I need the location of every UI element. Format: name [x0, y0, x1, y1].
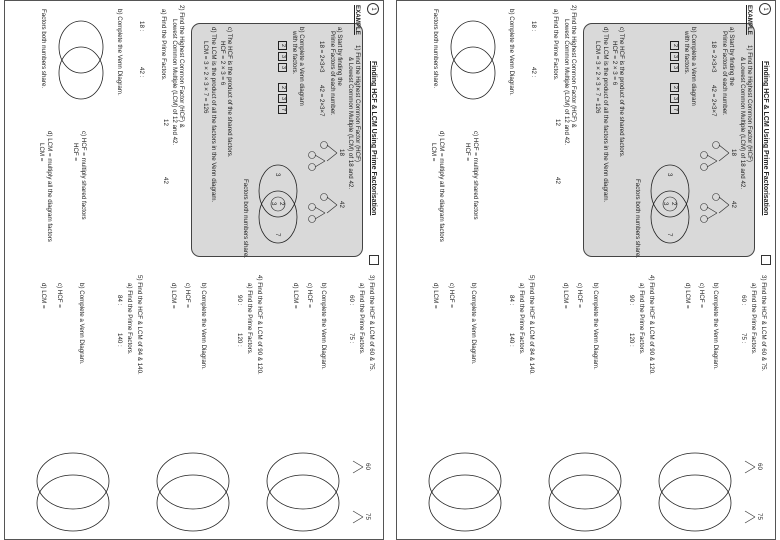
q4-b-label: b) Complete the Venn Diagram.	[200, 283, 207, 370]
grid-icon	[369, 255, 379, 265]
example-step-b1: b) Complete a Venn diagram	[690, 27, 697, 106]
q2-n1-colon: 18 :	[530, 21, 537, 32]
venn-center-top-value: 2	[670, 202, 677, 206]
example-intro-line1: 1) Find the Highest Common Factor (HCF)	[746, 45, 753, 162]
example-step-d1: d) The LCM is the product of all the factors in the Venn diagram.	[210, 27, 217, 203]
q4-c-label: c) HCF =	[184, 283, 191, 308]
example-boxes-18	[670, 41, 679, 74]
q2-share-note: Factors both numbers share.	[432, 9, 439, 89]
example-intro-line2: & Lowest Common Multiple (LCM) of 18 and 42.	[739, 57, 746, 190]
q2-line2: Lowest Common Multiple (LCM) of 12 and 42.	[563, 19, 570, 146]
q2-n1: 12	[554, 119, 561, 126]
q5-venn-diagram	[425, 441, 505, 537]
q2-c-value: HCF =	[72, 143, 79, 162]
q5-n2: 140 :	[116, 333, 123, 347]
worksheet-column-2	[396, 271, 775, 539]
worksheet-column-2	[4, 271, 383, 539]
q2-line2: Lowest Common Multiple (LCM) of 12 and 42.	[171, 19, 178, 146]
venn-left-value: 3	[666, 173, 673, 177]
q2-n2-colon: 42 :	[138, 67, 145, 78]
q3-c-label: c) HCF =	[698, 283, 705, 308]
q5-c-label: c) HCF =	[56, 283, 63, 308]
q3-n2: 75 :	[348, 333, 355, 344]
q3-d-label: d) LCM =	[684, 283, 691, 309]
page-number-badge: 1	[367, 3, 379, 15]
prime-box: 7	[670, 105, 679, 114]
example-tree-42: 42	[730, 201, 737, 208]
q4-b-label: b) Complete the Venn Diagram.	[592, 283, 599, 370]
q2-share-note: Factors both numbers share.	[40, 9, 47, 89]
worksheet-page-left	[4, 0, 384, 540]
example-fact-18: 18 = 2×3×3	[318, 41, 325, 73]
prime-box: 2	[670, 83, 679, 92]
q3-tree-60: 60	[364, 463, 371, 470]
q5-c-label: c) HCF =	[448, 283, 455, 308]
example-tree-18: 18	[338, 149, 345, 156]
example-intro-line2: & Lowest Common Multiple (LCM) of 18 and 42.	[347, 57, 354, 190]
example-step-d1: d) The LCM is the product of all the factors in the Venn diagram.	[602, 27, 609, 203]
venn-left-value: 3	[274, 173, 281, 177]
example-tree-18: 18	[730, 149, 737, 156]
q4-n1: 90 :	[628, 295, 635, 306]
q4-line1: 4) Find the HCF & LCM of 90 & 120.	[648, 275, 655, 375]
venn-right-value: 7	[666, 233, 673, 237]
q3-c-label: c) HCF =	[306, 283, 313, 308]
venn-center-bottom-value: 3	[662, 202, 669, 206]
venn-right-value: 7	[274, 233, 281, 237]
q2-d-value: LCM =	[430, 143, 437, 162]
q4-a-label: a) Find the Prime Factors.	[638, 283, 645, 355]
q5-a-label: a) Find the Prime Factors.	[126, 283, 133, 355]
q5-n1: 84 :	[116, 295, 123, 306]
q2-n2: 42	[162, 177, 169, 184]
prime-box: 3	[278, 52, 287, 61]
q2-c-value: HCF =	[464, 143, 471, 162]
q3-b-label: b) Complete the Venn Diagram.	[320, 283, 327, 370]
q2-line1: 2) Find the Highest Common Factor (HCF) &	[178, 5, 185, 128]
q3-n2: 75 :	[740, 333, 747, 344]
q3-a-label: a) Find the Prime Factors.	[750, 283, 757, 355]
example-boxes-42	[670, 83, 679, 116]
q2-n1: 12	[162, 119, 169, 126]
example-step-c2: HCF = 2 × 3 = 6	[219, 41, 226, 86]
example-step-c1: c) The HCF is the product of the shared factors.	[618, 27, 625, 158]
worksheet-title: Finding HCF & LCM Using Prime Factorisation	[370, 61, 377, 216]
prime-box: 3	[670, 52, 679, 61]
example-step-b2: with the factors.	[683, 31, 690, 75]
example-boxes-18	[278, 41, 287, 74]
q2-n2-colon: 42 :	[530, 67, 537, 78]
q2-c-label: c) HCF = multiply shared factors	[80, 131, 87, 220]
q2-line1: 2) Find the Highest Common Factor (HCF) &	[570, 5, 577, 128]
q5-line1: 5) Find the HCF & LCM of 84 & 140.	[528, 275, 535, 375]
factor-tree-diagram	[699, 139, 731, 239]
q2-d-label: d) LCM = multiply all the diagram factors	[438, 131, 445, 242]
q4-d-label: d) LCM =	[170, 283, 177, 309]
q3-n1: 60 :	[740, 295, 747, 306]
q3-n1: 60 :	[348, 295, 355, 306]
worksheet-page-right	[396, 0, 776, 540]
prime-box: 3	[278, 63, 287, 72]
q4-n2: 120 :	[628, 333, 635, 347]
q5-b-label: b) Complete a Venn Diagram.	[78, 283, 85, 365]
venn-center-top-value: 2	[278, 202, 285, 206]
q2-a-label: a) Find the Prime Factors.	[160, 9, 167, 81]
example-step-a2: Prime Factors of each number.	[721, 31, 728, 116]
q2-d-value: LCM =	[38, 143, 45, 162]
q3-tree-branches	[347, 451, 363, 540]
q5-venn-diagram	[33, 441, 113, 537]
example-fact-42: 42 = 2×3×7	[318, 85, 325, 117]
q5-b-label: b) Complete a Venn Diagram.	[470, 283, 477, 365]
example-boxes-42	[278, 83, 287, 116]
example-step-b1: b) Complete a Venn diagram	[298, 27, 305, 106]
q2-n2: 42	[554, 177, 561, 184]
q4-c-label: c) HCF =	[576, 283, 583, 308]
worksheet-column-1	[396, 1, 775, 269]
q5-n1: 84 :	[508, 295, 515, 306]
prime-box: 3	[670, 94, 679, 103]
example-step-c1: c) The HCF is the product of the shared factors.	[226, 27, 233, 158]
q5-a-label: a) Find the Prime Factors.	[518, 283, 525, 355]
q2-n1-colon: 18 :	[138, 21, 145, 32]
q2-venn-diagram	[443, 17, 503, 107]
page-number-badge: 1	[759, 3, 771, 15]
q5-n2: 140 :	[508, 333, 515, 347]
example-label: EXAMPLE	[354, 5, 361, 35]
example-tree-42: 42	[338, 201, 345, 208]
example-fact-18: 18 = 2×3×3	[710, 41, 717, 73]
q3-line1: 3) Find the HCF & LCM of 60 & 75.	[760, 275, 767, 372]
q5-d-label: d) LCM =	[432, 283, 439, 309]
worksheet-column-1	[4, 1, 383, 269]
example-step-d2: LCM = 3 × 2 × 3 × 7 = 126	[202, 41, 209, 114]
grid-icon	[761, 255, 771, 265]
example-share-note: Factors both numbers share.	[242, 179, 249, 259]
q5-line1: 5) Find the HCF & LCM of 84 & 140.	[136, 275, 143, 375]
q3-venn-diagram	[655, 441, 735, 537]
q3-venn-diagram	[263, 441, 343, 537]
worksheet-sheet	[4, 0, 384, 540]
venn-center-bottom-value: 3	[270, 202, 277, 206]
q4-venn-diagram	[545, 441, 625, 537]
example-step-a1: a) Start by finding the	[336, 27, 343, 86]
worksheet-title: Finding HCF & LCM Using Prime Factorisation	[762, 61, 769, 216]
q4-d-label: d) LCM =	[562, 283, 569, 309]
q3-tree-75: 75	[364, 513, 371, 520]
q3-tree-60: 60	[756, 463, 763, 470]
q4-n1: 90 :	[236, 295, 243, 306]
worksheet-sheet	[396, 0, 776, 540]
prime-box: 7	[278, 105, 287, 114]
q3-b-label: b) Complete the Venn Diagram.	[712, 283, 719, 370]
example-step-b2: with the factors.	[291, 31, 298, 75]
q5-d-label: d) LCM =	[40, 283, 47, 309]
q3-line1: 3) Find the HCF & LCM of 60 & 75.	[368, 275, 375, 372]
example-step-a1: a) Start by finding the	[728, 27, 735, 86]
prime-box: 3	[278, 94, 287, 103]
q3-d-label: d) LCM =	[292, 283, 299, 309]
example-label: EXAMPLE	[746, 5, 753, 35]
q3-a-label: a) Find the Prime Factors.	[358, 283, 365, 355]
q3-tree-branches	[739, 451, 755, 540]
q2-b-label: b) Complete the Venn Diagram.	[116, 9, 123, 96]
example-step-d2: LCM = 3 × 2 × 3 × 7 = 126	[594, 41, 601, 114]
prime-box: 2	[278, 41, 287, 50]
q2-a-label: a) Find the Prime Factors.	[552, 9, 559, 81]
example-intro-line1: 1) Find the Highest Common Factor (HCF)	[354, 45, 361, 162]
q4-a-label: a) Find the Prime Factors.	[246, 283, 253, 355]
q3-tree-75: 75	[756, 513, 763, 520]
example-step-c2: HCF = 2 × 3 = 6	[611, 41, 618, 86]
q4-n2: 120 :	[236, 333, 243, 347]
prime-box: 3	[670, 63, 679, 72]
q4-venn-diagram	[153, 441, 233, 537]
q2-b-label: b) Complete the Venn Diagram.	[508, 9, 515, 96]
prime-box: 2	[278, 83, 287, 92]
example-share-note: Factors both numbers share.	[634, 179, 641, 259]
example-step-a2: Prime Factors of each number.	[329, 31, 336, 116]
q4-line1: 4) Find the HCF & LCM of 90 & 120.	[256, 275, 263, 375]
factor-tree-diagram	[307, 139, 339, 239]
q2-venn-diagram	[51, 17, 111, 107]
example-fact-42: 42 = 2×3×7	[710, 85, 717, 117]
q2-d-label: d) LCM = multiply all the diagram factors	[46, 131, 53, 242]
prime-box: 2	[670, 41, 679, 50]
q2-c-label: c) HCF = multiply shared factors	[472, 131, 479, 220]
